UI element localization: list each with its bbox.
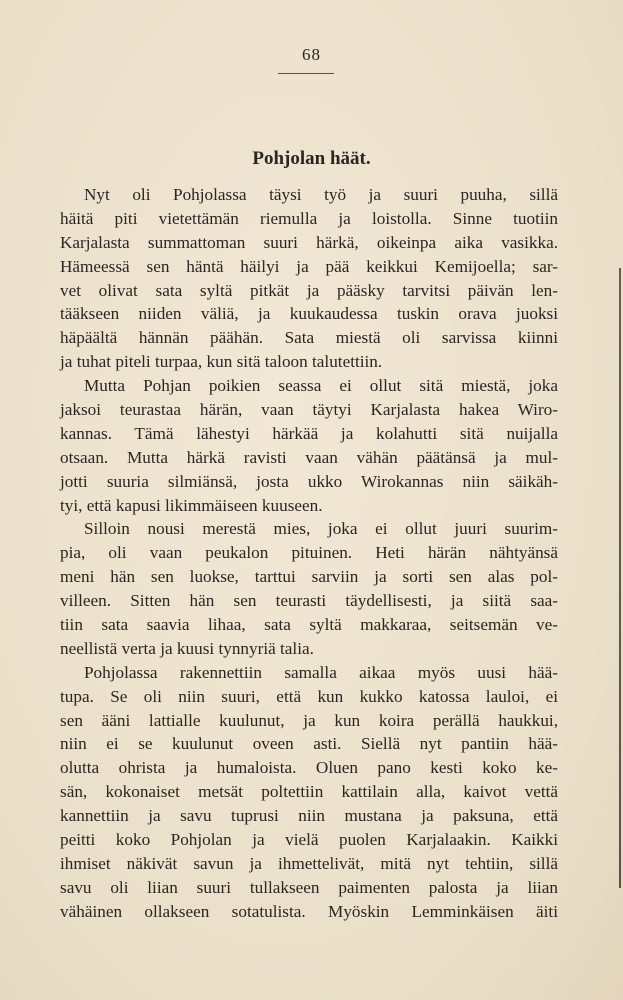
text-line: vähäinen ollakseen sotatulista. Myöskin Lemminkäisen äiti bbox=[60, 901, 558, 921]
text-line: tupa. Se oli niin suuri, että kun kukko katossa lauloi, ei bbox=[60, 686, 558, 706]
text-line: neellistä verta ja kuusi tynnyriä talia. bbox=[60, 638, 314, 658]
text-line: vet olivat sata syltä pitkät ja pääsky tarvitsi päivän len- bbox=[60, 280, 558, 300]
text-line: Pohjolassa rakennettiin samalla aikaa myös uusi hää- bbox=[84, 662, 558, 682]
chapter-title: Pohjolan häät. bbox=[252, 148, 371, 169]
text-line: sän, kokonaiset metsät poltettiin kattilain alla, kaivot vettä bbox=[60, 782, 558, 802]
body-text bbox=[60, 183, 558, 924]
text-line: Nyt oli Pohjolassa täysi työ ja suuri puuha, sillä bbox=[84, 185, 558, 204]
text-line: peitti koko Pohjolan ja vielä puolen Karjalaakin. Kaikki bbox=[60, 830, 558, 850]
text-line: pia, oli vaan peukalon pituinen. Heti härän nähtyänsä bbox=[60, 543, 558, 563]
text-line: häpäältä hännän päähän. Sata miestä oli sarvissa kiinni bbox=[60, 328, 558, 348]
page-edge-shadow bbox=[619, 268, 621, 888]
text-line: Silloin nousi merestä mies, joka ei ollut juuri suurim- bbox=[84, 519, 558, 539]
text-line: häitä piti vietettämän riemulla ja loistolla. Sinne tuotiin bbox=[60, 208, 558, 228]
text-line: niin ei se kuulunut oveen asti. Siellä nyt pantiin hää- bbox=[60, 734, 558, 754]
text-line: jaksoi teurastaa härän, vaan täytyi Karjalasta hakea Wiro- bbox=[60, 400, 558, 420]
text-line: Mutta Pohjan poikien seassa ei ollut sitä miestä, joka bbox=[84, 376, 558, 396]
text-line: savu oli liian suuri tullakseen paimenten palosta ja liian bbox=[60, 877, 558, 897]
text-line: sen ääni lattialle kuulunut, ja kun koira perällä haukkui, bbox=[60, 710, 558, 730]
text-line: kannettiin ja savu tuprusi niin mustana ja paksuna, että bbox=[60, 806, 558, 826]
text-line: ihmiset näkivät savun ja ihmettelivät, mitä nyt tehtiin, sillä bbox=[60, 853, 558, 873]
text-line: tyi, että kapusi likimmäiseen kuuseen. bbox=[60, 495, 323, 515]
text-line: kannas. Tämä lähestyi härkää ja kolahutti sitä nuijalla bbox=[60, 423, 558, 443]
text-line: tiin sata saavia lihaa, sata syltä makkaraa, seitsemän ve- bbox=[60, 615, 558, 635]
text-line: tääkseen niiden väliä, ja kuukaudessa tuskin orava juoksi bbox=[60, 304, 558, 324]
text-line: villeen. Sitten hän sen teurasti täydellisesti, ja siitä saa- bbox=[60, 591, 558, 611]
header-rule bbox=[278, 73, 334, 74]
text-line: jotti suuria silmiänsä, josta ukko Wirokannas niin säikäh- bbox=[60, 471, 558, 491]
page-number: 68 bbox=[302, 45, 321, 64]
text-line: meni hän sen luokse, tarttui sarviin ja sorti sen alas pol- bbox=[60, 567, 558, 587]
text-line: oluttа ohrista ja humaloista. Oluen pano kesti koko ke- bbox=[60, 758, 558, 778]
text-line: Hämeessä sen häntä häilyi ja pää keikkui Kemijoella; sar- bbox=[60, 256, 558, 276]
text-line: otsaan. Mutta härkä ravisti vaan vähän päätänsä ja mul- bbox=[60, 447, 558, 467]
text-line: ja tuhat piteli turpaa, kun sitä taloon talutettiin. bbox=[60, 352, 383, 372]
text-line: Karjalasta summattoman suuri härkä, oikeinpa aika vasikka. bbox=[60, 232, 558, 252]
